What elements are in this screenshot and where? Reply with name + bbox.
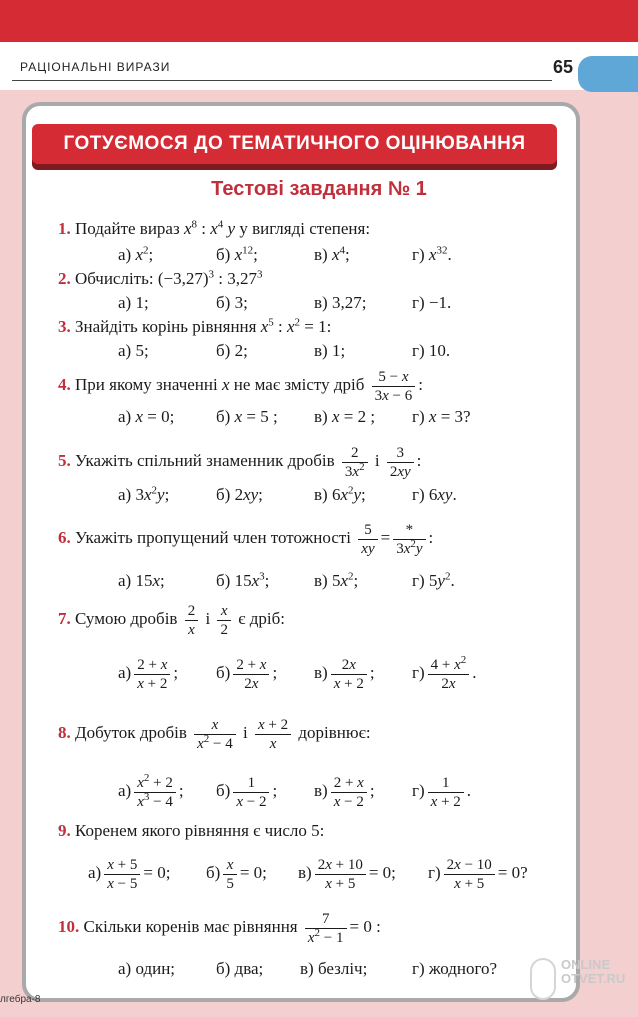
question-text: Знайдіть корінь рівняння — [75, 317, 257, 336]
conjunction-i: і — [205, 609, 211, 628]
answer-option-v: в) $x^4$; — [314, 244, 350, 264]
banner-title: ГОТУЄМОСЯ ДО ТЕМАТИЧНОГО ОЦІНЮВАННЯ — [32, 124, 557, 164]
answer-option-a: а) $\frac{2 + x}{x + 2}$ ; — [118, 656, 179, 692]
answer-option-g: г) жодного? — [412, 959, 498, 978]
question-text: Обчисліть: — [75, 269, 154, 288]
answer-option-g: г) 10. — [412, 341, 451, 360]
fraction: $\frac{3}{2xy}$ — [387, 444, 414, 481]
fraction: $\frac{*}{3x^2y}$ — [393, 521, 425, 558]
answer-option-b: б) $x^{12}$; — [216, 244, 258, 264]
question-text: є дріб: — [238, 609, 285, 628]
answer-option-g: г) $\frac{1}{x + 2}$ . — [412, 774, 472, 810]
answer-option-v: в) $\frac{2 + x}{x - 2}$ ; — [314, 774, 375, 810]
section-title: РАЦІОНАЛЬНІ ВИРАЗИ — [20, 60, 171, 74]
footer-label: лгебра-8 — [0, 994, 41, 1005]
question-number: 9. — [58, 821, 71, 840]
answer-option-a: а) $\frac{x^2 + 2}{x^3 - 4}$ ; — [118, 771, 184, 810]
answer-option-v: в) 3,27; — [314, 293, 367, 312]
answer-option-a: а) 1; — [118, 293, 149, 312]
question-text: Подайте вираз — [75, 219, 180, 238]
formula: x — [221, 375, 230, 394]
answer-option-a: а) один; — [118, 959, 176, 978]
question-7 — [58, 596, 285, 642]
question-number: 8. — [58, 723, 71, 742]
question-text: Скільки коренів має рівняння — [83, 917, 298, 936]
page-tab — [578, 56, 638, 92]
question-number: 4. — [58, 375, 71, 394]
answer-option-b: б) $\frac{x}{5}$ = 0; — [206, 856, 267, 892]
question-text: Укажіть спільний знаменник дробів — [75, 451, 335, 470]
answer-option-a: а) x = 0; — [118, 407, 175, 426]
answer-option-b: б) $\frac{1}{x - 2}$ ; — [216, 774, 278, 810]
question-10: 10. Скільки коренів має рівняння $\frac{7}{x^2 - 1}$ = 0 : — [58, 910, 381, 946]
formula: $(-3,27)^3$ : 3,27$^3$ — [157, 268, 263, 288]
answer-option-v: в) безліч; — [300, 959, 368, 978]
answer-option-a: а) 15x; — [118, 571, 165, 590]
test-subtitle: Тестові завдання № 1 — [211, 178, 427, 200]
answer-option-v: в) $\frac{2x + 10}{x + 5}$ = 0; — [298, 856, 396, 892]
answer-option-g: г) $x^{32}$. — [412, 244, 452, 264]
formula: $x^8$ : $x^4$ — [183, 218, 224, 238]
answer-option-v: в) x = 2 ; — [314, 407, 376, 426]
answer-option-g: г) −1. — [412, 293, 452, 312]
question-text: Укажіть пропущений член тотожності — [75, 528, 352, 547]
answer-option-a: а) $3x^2y$; — [118, 484, 170, 504]
question-text: дорівнює: — [298, 723, 371, 742]
fraction: $\frac{x + 2}{x}$ — [255, 716, 291, 753]
question-5: 5. Укажіть спільний знаменник дробів $\frac{2}{3x^2}$ і $\frac{3}{2xy}$ : — [58, 444, 422, 480]
answer-option-b: б) 2xy; — [216, 485, 263, 504]
question-3 — [58, 316, 331, 338]
answer-option-a: а) $x^2$; — [118, 244, 154, 264]
answer-option-v: в) $6x^2y$; — [314, 484, 366, 504]
answer-option-g: г) 6xy. — [412, 485, 457, 504]
answer-option-b: б) 2; — [216, 341, 248, 360]
question-4: 4. При якому значенні x не має змісту дріб $\frac{5 - x}{3x - 6}$ : — [58, 368, 423, 404]
question-9 — [58, 820, 324, 842]
question-text: При якому значенні — [75, 375, 218, 394]
answer-option-g: г) $5y^2$. — [412, 570, 455, 590]
top-color-bar — [0, 0, 638, 42]
answer-option-g: г) $\frac{4 + x^2}{2x}$ . — [412, 653, 477, 692]
answer-option-a: а) 5; — [118, 341, 149, 360]
question-number: 3. — [58, 317, 71, 336]
question-number: 1. — [58, 219, 71, 238]
question-number: 10. — [58, 917, 80, 936]
question-text: Сумою дробів — [75, 609, 178, 628]
question-text: не має змісту дріб — [233, 375, 365, 394]
answer-option-g: г) $\frac{2x - 10}{x + 5}$ = 0? — [428, 856, 528, 892]
question-text: у вигляді степеня: — [239, 219, 371, 238]
conjunction-i: і — [243, 723, 248, 742]
answer-option-b: б) $\frac{2 + x}{2x}$ ; — [216, 656, 278, 692]
fraction: $\frac{5}{xy}$ — [358, 521, 377, 558]
watermark: ONLINE OTVET.RU — [561, 957, 626, 986]
question-1 — [58, 218, 370, 240]
fraction: $\frac{7}{x^2 - 1}$ — [305, 910, 347, 947]
conjunction-i: і — [374, 451, 380, 470]
answer-option-v: в) 1; — [314, 341, 346, 360]
answer-option-b: б) x = 5 ; — [216, 407, 278, 426]
answer-option-v: в) $\frac{2x}{x + 2}$ ; — [314, 656, 375, 692]
answer-option-g: г) x = 3? — [412, 407, 471, 426]
answer-option-a: а) $\frac{x + 5}{x - 5}$ = 0; — [88, 856, 171, 892]
question-2 — [58, 268, 263, 290]
fraction: $\frac{x}{x^2 - 4}$ — [194, 716, 236, 753]
fraction: $\frac{2}{x}$ — [185, 602, 199, 639]
question-6: 6. Укажіть пропущений член тотожності $\frac{5}{xy}$ = $\frac{*}{3x^2y}$ : — [58, 521, 434, 557]
formula: у — [227, 219, 236, 238]
formula: $x^5$ : $x^2 = 1$: — [260, 316, 332, 336]
question-text: Добуток дробів — [75, 723, 187, 742]
answer-option-v: в) $5x^2$; — [314, 570, 359, 590]
question-number: 5. — [58, 451, 71, 470]
answer-option-b: б) $15x^3$; — [216, 570, 270, 590]
question-text: Коренем якого рівняння є число 5: — [75, 821, 325, 840]
answer-option-b: б) 3; — [216, 293, 248, 312]
header-rule — [12, 80, 552, 81]
fraction: $\frac{x}{2}$ — [217, 602, 231, 639]
question-8 — [58, 710, 371, 756]
question-number: 7. — [58, 609, 71, 628]
fraction: $\frac{2}{3x^2}$ — [342, 444, 368, 481]
answer-option-b: б) два; — [216, 959, 264, 978]
page-number: 65 — [553, 57, 574, 77]
fraction: $\frac{5 - x}{3x - 6}$ — [372, 368, 416, 405]
question-number: 2. — [58, 269, 71, 288]
question-number: 6. — [58, 528, 71, 547]
